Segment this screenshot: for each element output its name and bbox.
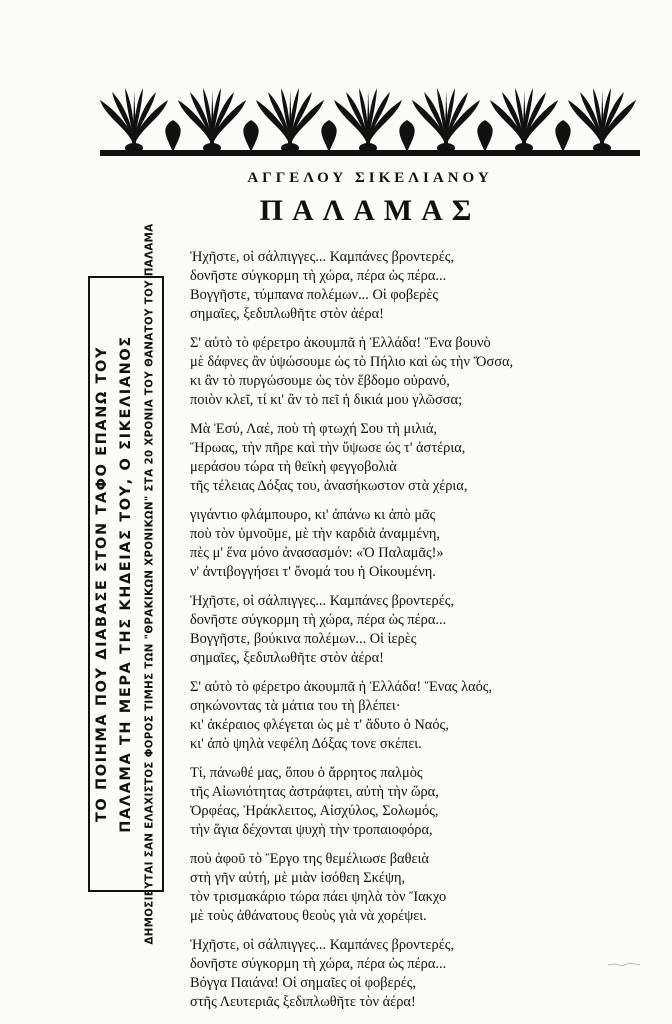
stanza bbox=[190, 334, 650, 410]
poem-line: Βόγγα Παιάνα! Οἱ σημαῖες οἱ φοβερές, bbox=[190, 975, 417, 991]
palmette-frieze-ornament bbox=[100, 88, 640, 156]
poem-line: στῆς Λευτεριᾶς ξεδιπλωθῆτε τὸν ἀέρα! bbox=[190, 994, 416, 1010]
poem-line: ποὺ ἀφοῦ τὸ Ἔργο της θεμέλιωσε βαθειὰ bbox=[190, 851, 429, 867]
poem-line: σημαῖες, ξεδιπλωθῆτε στὸν ἀέρα! bbox=[190, 650, 384, 666]
poem-line: δονῆστε σύγκορμη τὴ χώρα, πέρα ὡς πέρα... bbox=[190, 612, 447, 628]
poem-line: πὲς μ' ἕνα μόνο ἀνασασμόν: «Ὁ Παλαμᾶς!» bbox=[190, 545, 444, 561]
poem-line: Ὀρφέας, Ἡράκλειτος, Αἰσχύλος, Σολωμός, bbox=[190, 803, 439, 819]
poem-line: ποὺ τὸν ὑμνοῦμε, μὲ τὴν καρδιὰ ἀναμμένη, bbox=[190, 526, 440, 542]
poem-line: κι' ἀκέραιος φλέγεται ὡς μὲ τ' ἄδυτο ὁ Ναός, bbox=[190, 717, 449, 733]
poem-line: μὲ τοὺς ἀθάνατους θεοὺς γιὰ νὰ χορέψει. bbox=[190, 908, 427, 924]
poem-body bbox=[190, 248, 650, 1022]
poem-line: τῆς τέλειας Δόξας του, ἀνασήκωστον στὰ χέρια, bbox=[190, 478, 468, 494]
poem-line: τὴν ἅγια δέχονται ψυχὴ τὴν τροπαιοφόρα, bbox=[190, 822, 433, 838]
stanza bbox=[190, 592, 650, 668]
poem-line: δονῆστε σύγκορμη τὴ χώρα, πέρα ὡς πέρα... bbox=[190, 268, 447, 284]
poem-line: κι ἂν τὸ πυργώσουμε ὡς τὸν ἕβδομο οὐρανό, bbox=[190, 373, 450, 389]
stanza bbox=[190, 850, 650, 926]
poem-line: Τί, πάνωθέ μας, ὅπου ὁ ἄρρητος παλμὸς bbox=[190, 765, 423, 781]
print-smudge bbox=[606, 960, 642, 968]
poem-line: γιγάντιο φλάμπουρο, κι' ἀπάνω κι ἀπὸ μᾶς bbox=[190, 507, 436, 523]
poem-line: στὴ γῆν αὐτή, μὲ μιὰν ἰσόθεη Σκέψη, bbox=[190, 870, 406, 886]
poem-line: Σ' αὐτὸ τὸ φέρετρο ἀκουμπᾶ ἡ Ἑλλάδα! Ἕνας λαός, bbox=[190, 679, 493, 695]
poem-line: Μὰ Ἐσύ, Λαέ, ποὺ τὴ φτωχή Σου τὴ μιλιά, bbox=[190, 421, 437, 437]
poem-line: Ἠχῆστε, οἱ σάλπιγγες... Καμπάνες βροντερές, bbox=[190, 593, 455, 609]
dedication-line-2: ΠΑΛΑΜΑ ΤΗ ΜΕΡΑ ΤΗΣ ΚΗΔΕΙΑΣ ΤΟΥ, Ο ΣΙΚΕΛΙΑΝΟΣ bbox=[118, 335, 134, 833]
author-heading: ΑΓΓΕΛΟΥ ΣΙΚΕΛΙΑΝΟΥ bbox=[247, 170, 493, 186]
stanza bbox=[190, 248, 650, 324]
poem-line: τὸν τρισμακάριο τώρα πάει ψηλὰ τὸν Ἴακχο bbox=[190, 889, 447, 905]
dedication-line-3: ΔΗΜΟΣΙΕΥΤΑΙ ΣΑΝ ΕΛΑΧΙΣΤΟΣ ΦΟΡΟΣ ΤΙΜΗΣ ΤΩΝ "ΘΡΑΚΙΚΩΝ ΧΡΟΝΙΚΩΝ" ΣΤΑ 20 ΧΡΟΝΙΑ ΤΟΥ ΘΑΝΑΤΟΥ ΤΟΥ ΠΑΛΑΜΑ bbox=[144, 223, 156, 945]
stanza bbox=[190, 764, 650, 840]
poem-line: ν' ἀντιβογγήσει τ' ὄνομά του ἡ Οἰκουμένη. bbox=[190, 564, 436, 580]
dedication-line-1: ΤΟ ΠΟΙΗΜΑ ΠΟΥ ΔΙΑΒΑΣΕ ΣΤΟΝ ΤΑΦΟ ΕΠΑΝΩ ΤΟΥ bbox=[94, 345, 110, 823]
stanza bbox=[190, 420, 650, 496]
poem-line: Βογγῆστε, τύμπανα πολέμων... Οἱ φοβερὲς bbox=[190, 287, 439, 303]
poem-line: ποιὸν κλεῖ, τί κι' ἂν τὸ πεῖ ἡ δικιά μου γλῶσσα; bbox=[190, 392, 463, 408]
poem-line: Ἥρωας, τὴν πῆρε καὶ τὴν ὕψωσε ὡς τ' ἀστέρια, bbox=[190, 440, 466, 456]
poem-title: ΠΑΛΑΜΑΣ bbox=[259, 194, 481, 227]
stanza bbox=[190, 936, 650, 1012]
poem-line: κι' ἀπὸ ψηλὰ νεφέλη Δόξας τονε σκέπει. bbox=[190, 736, 422, 752]
poem-line: μὲ δάφνες ἂν ὑψώσουμε ὡς τὸ Πήλιο καὶ ὡς τὴν Ὄσσα, bbox=[190, 354, 514, 370]
poem-line: μεράσου τώρα τὴ θεϊκὴ φεγγοβολιὰ bbox=[190, 459, 397, 475]
poem-line: Ἠχῆστε, οἱ σάλπιγγες... Καμπάνες βροντερές, bbox=[190, 937, 455, 953]
poem-line: Σ' αὐτὸ τὸ φέρετρο ἀκουμπᾶ ἡ Ἑλλάδα! Ἕνα βουνὸ bbox=[190, 335, 491, 351]
poem-line: σημαῖες, ξεδιπλωθῆτε στὸν ἀέρα! bbox=[190, 306, 384, 322]
poem-line: δονῆστε σύγκορμη τὴ χώρα, πέρα ὡς πέρα... bbox=[190, 956, 447, 972]
dedication-box bbox=[88, 223, 164, 945]
poem-line: Ἠχῆστε, οἱ σάλπιγγες... Καμπάνες βροντερές, bbox=[190, 249, 455, 265]
poem-line: σηκώνοντας τὰ μάτια του τὴ βλέπει· bbox=[190, 698, 401, 714]
stanza bbox=[190, 678, 650, 754]
poem-line: Βογγῆστε, βούκινα πολέμων... Οἱ ἱερὲς bbox=[190, 631, 417, 647]
stanza bbox=[190, 506, 650, 582]
poem-line: τῆς Αἰωνιότητας ἀστράφτει, αὐτὴ τὴν ὥρα, bbox=[190, 784, 439, 800]
